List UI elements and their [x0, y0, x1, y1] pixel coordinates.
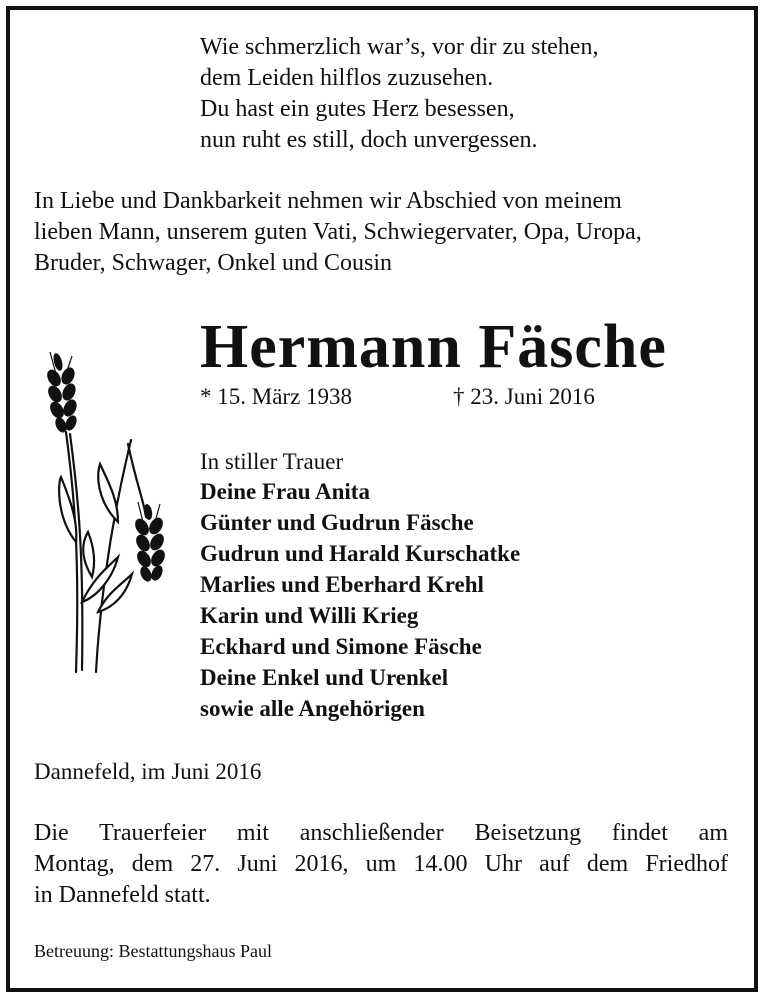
intro-text	[34, 186, 642, 279]
poem-line: dem Leiden hilflos zuzusehen.	[200, 65, 494, 91]
intro-line: lieben Mann, unserem guten Vati, Schwiegervater, Opa, Uropa,	[34, 219, 642, 245]
death-date: † 23. Juni 2016	[453, 384, 595, 409]
poem	[200, 32, 598, 156]
mourner: Deine Frau Anita	[200, 479, 370, 504]
mourner: Marlies und Eberhard Krehl	[200, 572, 484, 597]
place-date: Dannefeld, im Juni 2016	[34, 759, 262, 784]
poem-line: Du hast ein gutes Herz besessen,	[200, 96, 515, 122]
mourner: Deine Enkel und Urenkel	[200, 665, 449, 690]
mourners-list	[200, 476, 520, 724]
poem-line: nun ruht es still, doch unvergessen.	[200, 127, 538, 153]
deceased-name: Hermann Fäsche	[200, 313, 667, 381]
mourner: Gudrun und Harald Kurschatke	[200, 541, 521, 566]
mourner: Günter und Gudrun Fäsche	[200, 510, 474, 535]
intro-line: Bruder, Schwager, Onkel und Cousin	[34, 250, 393, 276]
funeral-line: Die Trauerfeier mit anschließender Beisetzung findet am	[34, 820, 728, 846]
funeral-line: in Dannefeld statt.	[34, 882, 211, 908]
funeral-line: Montag, dem 27. Juni 2016, um 14.00 Uhr auf dem Friedhof	[34, 851, 728, 877]
funeral-info	[34, 818, 728, 911]
poem-line: Wie schmerzlich war’s, vor dir zu stehen,	[200, 34, 599, 60]
mourning-label: In stiller Trauer	[200, 449, 344, 474]
birth-date: * 15. März 1938	[200, 384, 353, 409]
mourner: sowie alle Angehörigen	[200, 696, 425, 721]
wheat-icon	[36, 352, 176, 682]
intro-line: In Liebe und Dankbarkeit nehmen wir Abschied von meinem	[34, 188, 622, 214]
mourner: Eckhard und Simone Fäsche	[200, 634, 482, 659]
funeral-home: Betreuung: Bestattungshaus Paul	[34, 941, 272, 961]
mourner: Karin und Willi Krieg	[200, 603, 419, 628]
